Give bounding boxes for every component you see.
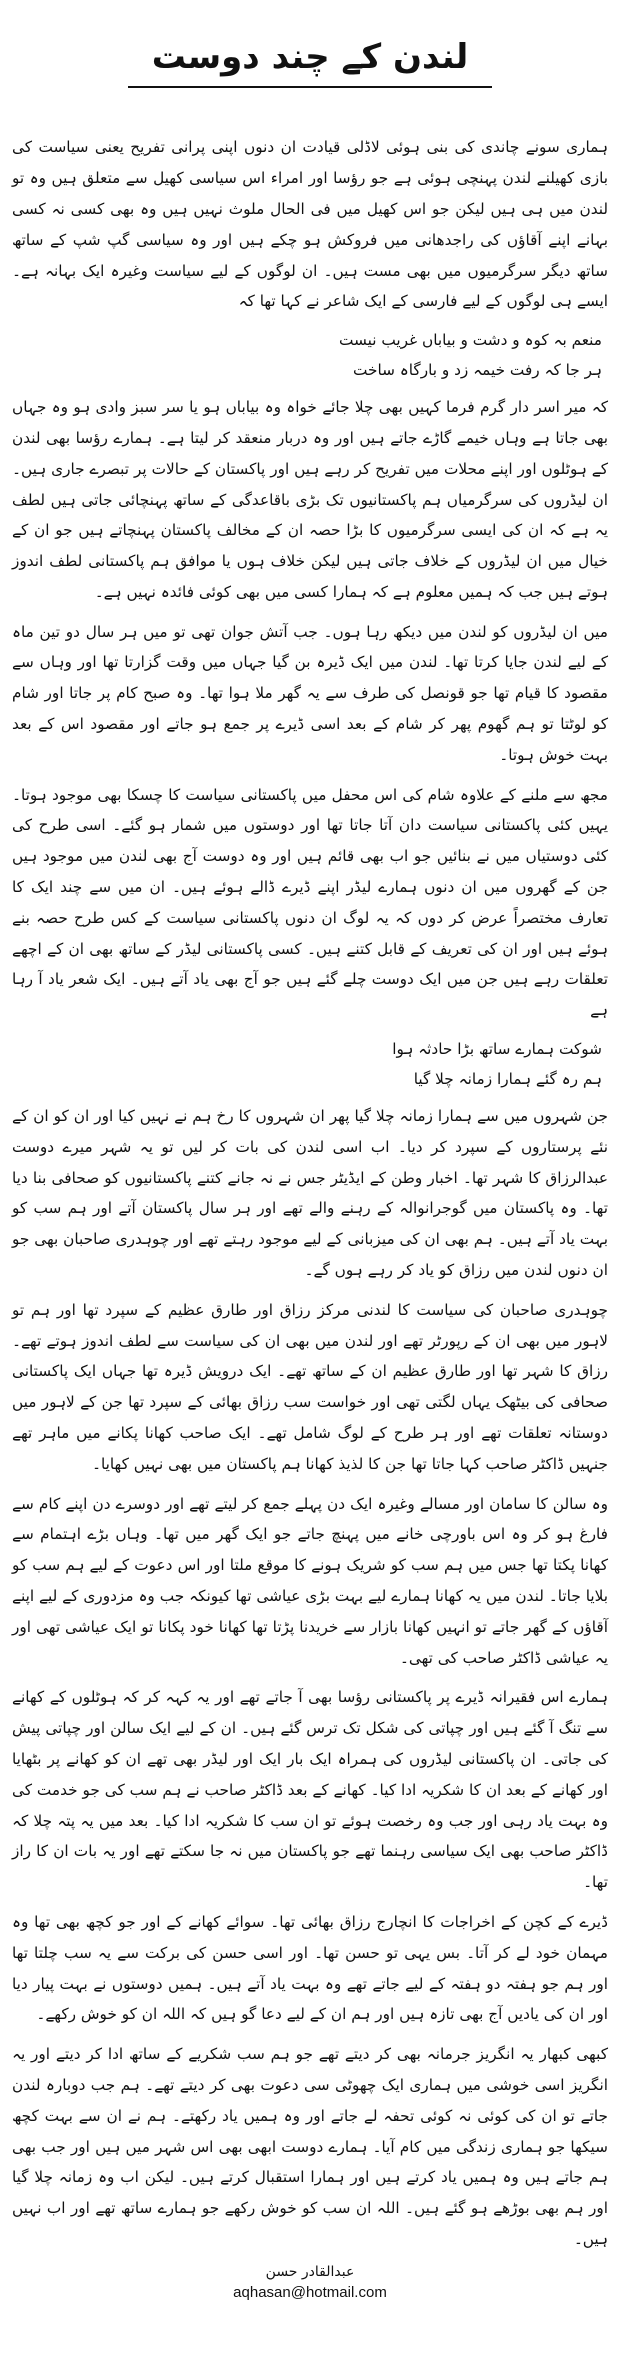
paragraph-9: ڈیرے کے کچن کے اخراجات کا انچارج رزاق بھائی تھا۔ سوائے کھانے کے اور جو کچھ بھی تھا وہ مہمان خود لے کر آتا۔ بس یہی تو حسن تھا۔ اور اسی حسن کی برکت سے یہ سب چلتا تھا اور ہم جو ہفتہ دو ہفتہ کے لیے جاتے تھے وہ بہت یاد آتے ہیں۔ ہمیں دوستوں نے بہت پیار دیا اور ان کی یادیں آج بھی تازہ ہیں اور ہم ان کے لیے دعا گو ہیں کہ اللہ ان کو خوش رکھے۔ <box>12 1912 608 2024</box>
author-name: عبدالقادر حسن <box>265 2263 355 2280</box>
article-title: لندن کے چند دوست <box>128 37 493 88</box>
title-wrap <box>12 14 608 110</box>
paragraph-5: جن شہروں میں سے ہمارا زمانہ چلا گیا پھر ان شہروں کا رخ ہم نے نہیں کیا اور ان کو ان کے نئے پرستاروں کے سپرد کر دیا۔ اب اسی لندن کی بات کر لیں تو یہ شہر میرے دوست عبدالرزاق کا شہر تھا۔ اخبار وطن کے ایڈیٹر جس نے نہ جانے کتنے پاکستانیوں کو صحافی بنا دیا تھا۔ وہ پاکستان میں گوجرانوالہ کے رہنے والے تھے اور ہر سال پاکستان آتے اور ہم سب کو بہت یاد آتے ہیں۔ ہم بھی ان کی میزبانی کے لیے موجود رہتے تھے اور چوہدری صاحبان بھی جو ان دنوں لندن میں رزاق کو یاد کر رہے ہوں گے۔ <box>12 1107 608 1280</box>
verse-line: ہم رہ گئے ہمارا زمانہ چلا گیا <box>413 1070 602 1089</box>
verse-line: ہر جا کہ رفت خیمہ زد و بارگاہ ساخت <box>352 361 602 380</box>
verse-line: منعم بہ کوہ و دشت و بیاباں غریب نیست <box>338 331 602 350</box>
paragraph-8: ہمارے اس فقیرانہ ڈیرے پر پاکستانی رؤسا بھی آ جاتے تھے اور یہ کہہ کر کہ ہوٹلوں کے کھانے سے تنگ آ گئے ہیں اور چپاتی کی شکل تک ترس گئے ہیں۔ ان کے لیے ایک سالن اور چپاتی پیش کی جاتی۔ ان پاکستانی لیڈروں کی ہمراہ ایک بار ایک اور لیڈر بھی تھے ان کو کھانے پر بٹھایا اور کھانے کے بعد ان کا شکریہ ادا کیا۔ کھانے کے بعد ڈاکٹر صاحب نے ہم سب کی جو خدمت کی وہ بہت یاد رہی اور جب وہ رخصت ہوئے تو ان سب کا شکریہ ادا کیا۔ بعد میں یہ پتہ چلا کہ ڈاکٹر صاحب بھی ایک سیاسی رہنما تھے جو پاکستان میں نہ جا سکتے تھے اور یہ بات ان کا راز تھا۔ <box>12 1688 608 1892</box>
paragraph-10: کبھی کبھار یہ انگریز جرمانہ بھی کر دیتے تھے جو ہم سب شکریے کے ساتھ ادا کر دیتے اور یہ انگریز اسی خوشی میں ہماری ایک چھوٹی سی دعوت بھی کر دیتے تھے۔ ہم جب دوبارہ لندن جاتے تو ان کی کوئی نہ کوئی تحفہ لے جاتے اور وہ ہمیں یاد رکھتے۔ ہم نے ان سے بہت کچھ سیکھا جو ہماری زندگی میں کام آیا۔ ہمارے دوست ابھی بھی اس شہر میں ہیں اور جب بھی ہم جاتے ہیں وہ ہمیں یاد کرتے ہیں اور ہمارا استقبال کرتے ہیں۔ لیکن اب وہ زمانہ چلا گیا اور ہم بھی بوڑھے ہو گئے ہیں۔ اللہ ان سب کو خوش رکھے جو ہمارے ساتھ تھے اور اب نہیں ہیں۔ <box>12 2045 608 2248</box>
paragraph-4: مجھ سے ملنے کے علاوہ شام کی اس محفل میں پاکستانی سیاست کا چسکا بھی موجود ہوتا۔ یہیں کئی پاکستانی سیاست دان آتا جاتا تھا اور دوستوں میں شمار ہو گئے۔ اسی طرح کی کئی دوستیاں میں نے بنائیں جو اب بھی قائم ہیں اور وہ دوست آج بھی لندن میں موجود ہیں جن کے گھروں میں ان دنوں ہمارے لیڈر اپنے ڈیرے ڈالے ہوئے ہیں۔ ان میں سے چند ایک کا تعارف مختصراً عرض کر دوں کہ یہ لوگ ان دنوں پاکستانی سیاست کے کس طرح حصہ بنے ہوئے ہیں اور ان کی تعریف کے قابل کتنے ہیں۔ کسی پاکستانی لیڈر کے ساتھ بھی ان کے اچھے تعلقات رہے ہیں جن میں ایک دوست چلے گئے ہیں جو آج بھی یاد آتے ہیں۔ ایک شعر یاد آ رہا ہے <box>12 785 608 1020</box>
paragraph-6: چوہدری صاحبان کی سیاست کا لندنی مرکز رزاق اور طارق عظیم کے سپرد تھا اور ہم تو لاہور میں بھی ان کے رپورٹر تھے اور لندن میں بھی ان کی سیاست سے لطف اندوز ہوتے تھے۔ رزاق کا شہر تھا اور طارق عظیم ان کے ساتھ تھے۔ ایک درویش ڈیرہ تھا جہاں ایک پاکستانی صحافی کی بیٹھک یہاں لگتی تھی اور خواست سب رزاق بھائی کے سپرد تھا جن کے لاہور میں دوستانہ تعلقات تھے اور ہر طرح کے لوگ شامل تھے۔ ایک صاحب کھانا پکانے میں ماہر تھے جنہیں ڈاکٹر صاحب کہا جاتا تھا جن کا لذیذ کھانا ہم پاکستان میں بھی نہیں کھایا۔ <box>12 1300 608 1473</box>
verse-block-2 <box>12 1035 608 1093</box>
article-body <box>12 132 608 2254</box>
paragraph-7: وہ سالن کا سامان اور مسالے وغیرہ ایک دن پہلے جمع کر لیتے تھے اور دوسرے دن اپنے کام سے فارغ ہو کر وہ اس باورچی خانے میں پہنچ جاتے جو ایک گھر میں تھا۔ وہاں بڑے اہتمام سے کھانا پکتا تھا جس میں ہم سب کو شریک ہونے کا موقع ملتا اور اس دعوت کے لیے ہم سب کو بلایا جاتا۔ لندن میں یہ کھانا ہمارے لیے بہت بڑی عیاشی تھا کیونکہ جب وہ مزدوری کے لیے اپنے آقاؤں کے گھر جاتے تو انہیں کھانا بازار سے خریدنا پڑتا تھا کھانا خود پکانا تو ایک عیاشی تھی اور یہ عیاشی ڈاکٹر صاحب کی تھی۔ <box>12 1494 608 1667</box>
author-email[interactable]: aqhasan@hotmail.com <box>233 2283 387 2301</box>
verse-block-1 <box>12 326 608 384</box>
paragraph-3: میں ان لیڈروں کو لندن میں دیکھ رہا ہوں۔ جب آتش جوان تھی تو میں ہر سال دو تین ماہ کے لیے لندن جایا کرتا تھا۔ لندن میں ایک ڈیرہ بن گیا جہاں میں وقت گزارتا تھا اور وہاں سے مقصود کا قیام تھا جو قونصل کی طرف سے یہ گھر ملا ہوا تھا۔ وہ صبح کام پر جاتا اور شام کو لوٹتا تو ہم گھوم پھر کر شام کے بعد اسی ڈیرے پر جمع ہو جاتے اور مقصود اس کے بعد بہت خوش ہوتا۔ <box>12 622 608 764</box>
verse-line: شوکت ہمارے ساتھ بڑا حادثہ ہوا <box>392 1040 602 1059</box>
paragraph-2: کہ میر اسر دار گرم فرما کہیں بھی چلا جائے خواہ وہ بیاباں ہو یا سر سبز وادی ہو وہ جہاں بھی جاتا ہے وہاں خیمے گاڑے جاتے ہیں اور وہ دربار منعقد کر لیتا ہے۔ ہمارے رؤسا بھی لندن کے ہوٹلوں اور اپنے محلات میں تفریح کر رہے ہیں اور پاکستان کے حالات پر تبصرے جاری ہیں۔ ان لیڈروں کی سرگرمیاں ہم پاکستانیوں تک بڑی باقاعدگی کے ساتھ پہنچائی جاتی ہیں لطف یہ ہے کہ ان کی ایسی سرگرمیوں کا بڑا حصہ ان کے مخالف پاکستان پہنچاتے ہیں جو ان کے خیال میں ان لیڈروں کے خلاف جاتی ہیں لیکن خلاف ہوں یا موافق ہم پاکستانی لطف اندوز ہوتے ہیں جب کہ ہمیں معلوم ہے کہ ہمارا کسی میں بھی کوئی فائدہ نہیں ہے۔ <box>12 398 608 601</box>
paragraph-1: ہماری سونے چاندی کی بنی ہوئی لاڈلی قیادت ان دنوں اپنی پرانی تفریح یعنی سیاست کی بازی کھیلنے لندن پہنچی ہوئی ہے جو رؤسا اور امراء اس سیاسی کھیل سے متعلق ہیں وہ تو لندن میں ہی ہیں لیکن جو اس کھیل میں فی الحال ملوث نہیں ہیں وہ بھی کسی نہ کسی بہانے اپنے آقاؤں کی راجدھانی میں فروکش ہو چکے ہیں اور وہ سیاسی گپ شپ کے ساتھ ساتھ دیگر سرگرمیوں میں بھی مست ہیں۔ ان لوگوں کے لیے سیاست وغیرہ ایک بہانہ ہے۔ ایسے ہی لوگوں کے لیے فارسی کے ایک شاعر نے کہا تھا کہ <box>12 138 608 311</box>
